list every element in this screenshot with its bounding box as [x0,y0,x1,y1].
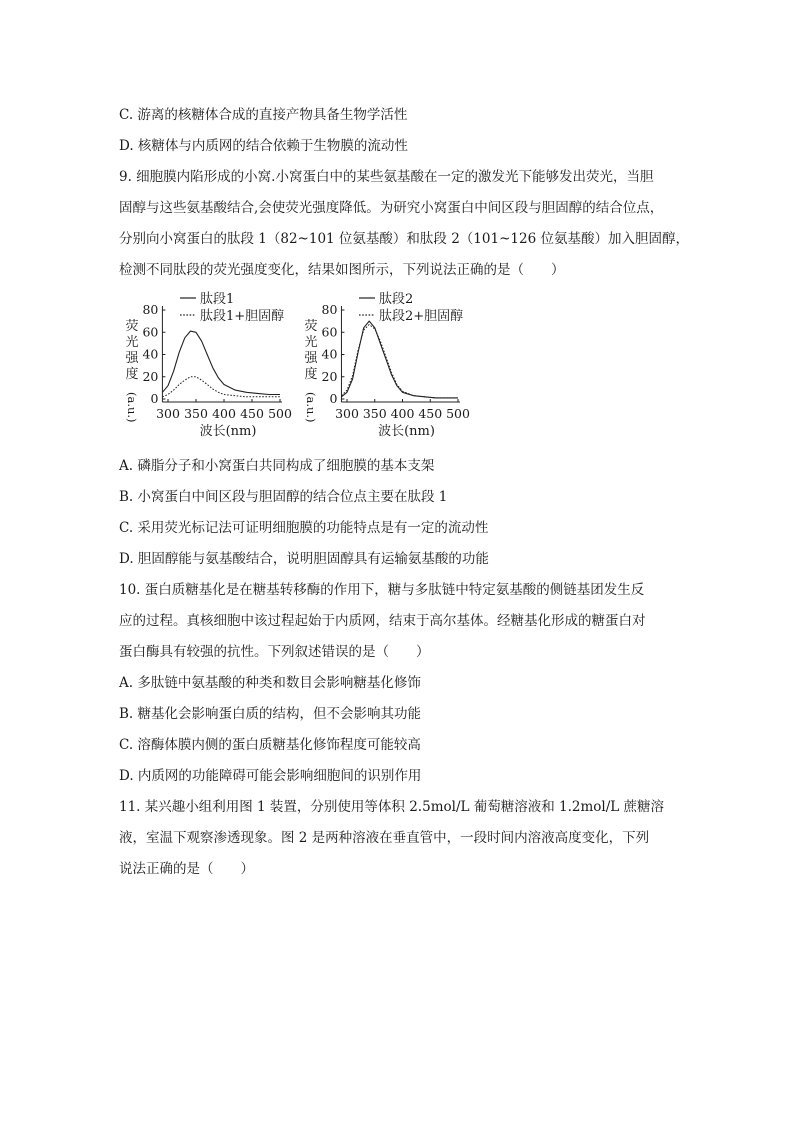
text-line: 液，室温下观察渗透现象。图 2 是两种溶液在垂直管中，一段时间内溶液高度变化，下列 [119,830,650,846]
y-axis-label-char: 荧 [304,319,318,334]
x-tick-label: 400 [212,406,236,421]
y-axis-label-char: 度 [304,367,318,382]
text-line: A. 多肽链中氨基酸的种类和数目会影响糖基化修饰 [119,675,421,691]
text-line: B. 糖基化会影响蛋白质的结构，但不会影响其功能 [119,706,422,722]
series-line [341,325,458,398]
y-tick-label: 0 [329,391,338,406]
x-axis-label: 波长(nm) [199,424,257,439]
y-tick-label: 80 [321,302,338,317]
legend-label: 肽段1+胆固醇 [200,309,285,324]
y-axis-unit: (a.u.) [304,392,318,423]
fluorescence-figure [118,290,490,450]
x-tick-label: 450 [418,406,443,421]
x-tick-label: 300 [156,406,180,421]
text-line: 11. 某兴趣小组利用图 1 装置，分别使用等体积 2.5mol/L 葡萄糖溶液和 1.2mol/L 蔗糖溶 [119,799,665,815]
text-line: D. 胆固醇能与氨基酸结合，说明胆固醇具有运输氨基酸的功能 [119,551,489,567]
series-line [341,321,458,398]
y-axis-label-char: 强 [304,351,318,366]
x-tick-label: 500 [446,406,470,421]
y-tick-label: 60 [142,324,159,340]
text-line: D. 核糖体与内质网的结合依赖于生物膜的流动性 [119,138,408,154]
x-tick-label: 400 [390,406,415,421]
text-line: C. 游离的核糖体合成的直接产物具备生物学活性 [119,107,408,123]
y-tick-label: 20 [321,368,338,384]
y-tick-label: 60 [321,324,338,340]
text-line: 蛋白酶具有较强的抗性。下列叙述错误的是（ ） [119,644,430,660]
y-axis-label-char: 光 [125,335,139,350]
y-tick-label: 80 [142,302,159,317]
y-axis-label-char: 强 [125,351,139,366]
x-tick-label: 450 [240,406,264,421]
text-line: 检测不同肽段的荧光强度变化，结果如图所示，下列说法正确的是（ ） [119,262,565,278]
fluorescence-charts-svg [118,290,490,450]
text-line: 分别向小窝蛋白的肽段 1（82~101 位氨基酸）和肽段 2（101~126 位氨基酸）加入胆固醇， [119,231,689,247]
text-line: C. 溶酶体膜内侧的蛋白质糖基化修饰程度可能较高 [119,737,421,753]
legend-label: 肽段2+胆固醇 [379,309,464,324]
text-line: 10. 蛋白质糖基化是在糖基转移酶的作用下，糖与多肽链中特定氨基酸的侧链基团发生反 [119,582,645,598]
x-tick-label: 300 [335,406,359,421]
y-tick-label: 40 [142,346,159,362]
series-line [162,331,280,394]
y-axis-label-char: 光 [304,335,318,350]
y-tick-label: 20 [142,368,159,384]
text-line: D. 内质网的功能障碍可能会影响细胞间的识别作用 [119,768,422,784]
text-line: C. 采用荧光标记法可证明细胞膜的功能特点是有一定的流动性 [119,520,489,536]
text-line: 固醇与这些氨基酸结合,会使荧光强度降低。为研究小窝蛋白中间区段与胆固醇的结合位点， [119,200,664,216]
y-axis-label-char: 荧 [125,319,139,334]
text-line: A. 磷脂分子和小窝蛋白共同构成了细胞膜的基本支架 [119,458,435,474]
text-line: B. 小窝蛋白中间区段与胆固醇的结合位点主要在肽段 1 [119,489,448,505]
legend-label: 肽段1 [200,292,235,307]
x-tick-label: 350 [362,406,387,421]
y-tick-label: 0 [150,391,159,406]
legend-label: 肽段2 [379,292,414,307]
x-tick-label: 350 [184,406,208,421]
x-tick-label: 500 [268,406,292,421]
text-line: 应的过程。真核细胞中该过程起始于内质网，结束于高尔基体。经糖基化形成的糖蛋白对 [119,613,646,629]
x-axis-label: 波长(nm) [378,424,435,439]
y-tick-label: 40 [321,346,338,362]
text-line: 说法正确的是（ ） [119,861,254,877]
y-axis-unit: (a.u.) [125,392,139,423]
y-axis-label-char: 度 [125,367,139,382]
text-line: 9. 细胞膜内陷形成的小窝.小窝蛋白中的某些氨基酸在一定的激发光下能够发出荧光，当胆 [119,169,654,185]
